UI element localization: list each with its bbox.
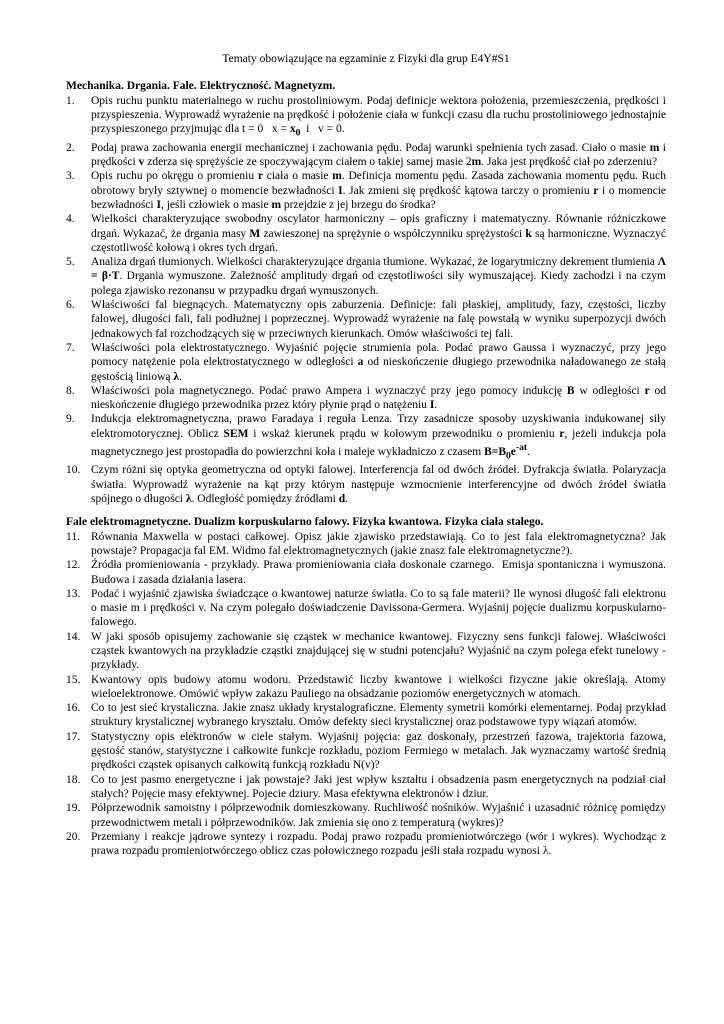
- question-text: Statystyczny opis elektronów w ciele stałym. Wyjaśnij pojęcia: gaz doskonały, przestrzeń fazowa, trajektoria fazowa, gęstość stanów, statystyczne i całkowite funkcje rozkładu, poziom Fermiego w metalach. Jak wyznaczamy wartość średnią prędkości cząstek opisanych całkowitą funkcją rozkładu N(v)?: [91, 730, 666, 772]
- question-text: Przemiany i reakcje jądrowe syntezy i rozpadu. Podaj prawo rozpadu promieniotwórczego (wór i wykres). Wychodząc z prawa rozpadu promieniotwórczego oblicz czas połowicznego rozpadu jeśli stała rozpadu wynosi λ.: [91, 830, 666, 858]
- question-number: 18.: [66, 773, 81, 786]
- question-number: 4.: [66, 213, 75, 226]
- question-number: 3.: [66, 170, 75, 183]
- section-mechanics: [66, 79, 666, 506]
- question-item: [66, 630, 666, 673]
- question-text: Właściwości pola elektrostatycznego. Wyjaśnić pojęcie strumienia pola. Podać prawo Gaussa i wyznaczyć, przy jego pomocy natężenie pola elektrostatycznego w odległości a od nieskończenie długiego przewodnika naładowanego ze stałą gęstością liniową λ.: [91, 341, 666, 383]
- question-item: [66, 384, 666, 413]
- question-item: [66, 141, 666, 170]
- question-item: [66, 558, 666, 587]
- question-item: [66, 801, 666, 830]
- question-number: 13.: [66, 587, 81, 600]
- question-item: [66, 298, 666, 341]
- question-item: [66, 212, 666, 255]
- question-number: 6.: [66, 299, 75, 312]
- question-number: 15.: [66, 673, 81, 686]
- section-heading: Mechanika. Drgania. Fale. Elektryczność. Magnetyzm.: [66, 80, 336, 93]
- question-text: Co to jest sieć krystaliczna. Jakie znasz układy krystalograficzne. Elementy symetrii komórki elementarnej. Podaj przykład struktury krystalicznej wybranego kryształu. Omów defekty sieci krystalicznej oraz podstawowe typy wiązań atomów.: [91, 702, 666, 729]
- question-text: Opis ruchu po okręgu o promieniu r ciała o masie m. Definicja momentu pędu. Zasada zachowania momentu pędu. Ruch obrotowy bryły sztywnej o momencie bezwładności I. Jak zmieni się prędkość kątowa tarczy o promieniu r i o momencie bezwładności I, jeśli człowiek o masie m przejdzie z jej brzegu do środka?: [91, 170, 667, 211]
- question-item: [66, 673, 666, 702]
- question-text: Właściwości fal biegnących. Matematyczny opis zaburzenia. Definicje: fali płaskiej, amplitudy, fazy, częstości, liczby falowej, długości fali, fali podłużnej i poprzecznej. Wyprowadź wyrażenie na falę powstałą w wyniku superpozycji dwóch jednakowych fal rozchodzących się w przeciwnych kierunkach. Omów właściwości tej fali.: [91, 299, 666, 340]
- question-number: 14.: [66, 630, 81, 643]
- question-item: [66, 830, 666, 859]
- question-text: Źródła promieniowania - przykłady. Prawa promieniowania ciała doskonale czarnego. Emisja spontaniczna i wymuszona. Budowa i zasada działania lasera.: [91, 559, 666, 586]
- question-item: [66, 169, 666, 212]
- section-em-quantum: [66, 515, 666, 858]
- question-number: 16.: [66, 702, 81, 715]
- question-number: 20.: [66, 830, 81, 843]
- exam-topics-page: [66, 52, 666, 858]
- question-number: 19.: [66, 802, 81, 815]
- question-item: [66, 412, 666, 463]
- question-item: [66, 701, 666, 730]
- question-text: W jaki sposób opisujemy zachowanie się cząstek w mechanice kwantowej. Fizyczny sens funkcji falowej. Właściwości cząstek kwantowych na przykładzie cząstki znajdującej się w studni potencjału? Wyjaśnić na czym polega efekt tunelowy - przykłady.: [91, 630, 666, 672]
- question-number: 12.: [66, 559, 81, 572]
- question-text: Podać i wyjaśnić zjawiska świadczące o kwantowej naturze światła. Co to są fale materii? Ile wynosi długość fali elektronu o masie m i prędkości v. Na czym polegało doświadczenie Davissona-Germera. Wyjaśnij pojęcie dualizmu korpuskularno-falowego.: [91, 587, 666, 629]
- question-number: 7.: [66, 341, 75, 354]
- question-number: 5.: [66, 256, 75, 269]
- question-text: Indukcja elektromagnetyczna, prawo Faradaya i reguła Lenza. Trzy zasadnicze sposoby uzyskiwania indukowanej siły elektromotorycznej. Oblicz SEM i wskaż kierunek prądu w kołowym przewodniku o promieniu r, jeżeli indukcja pola magnetycznego jest prostopadła do powierzchni koła i maleje wykładniczo z czasem $B=B_0e^{-at}$.: [91, 413, 666, 462]
- question-number: 17.: [66, 730, 81, 743]
- question-number: 10.: [66, 464, 81, 477]
- question-text: Kwantowy opis budowy atomu wodoru. Przedstawić liczby kwantowe i wielkości fizyczne jakie określają. Atomy wieloelektronowe. Omówić wpływ zakazu Pauliego na obsadzanie poziomów energetycznych w atomach.: [91, 673, 666, 700]
- question-number: 8.: [66, 384, 75, 397]
- question-item: [66, 587, 666, 630]
- question-text: Półprzewodnik samoistny i półprzewodnik domieszkowany. Ruchliwość nośników. Wyjaśnić i uzasadnić różnicę pomiędzy przewodnictwem metali i półprzewodników. Jak zmienia się ono z temperaturą (wykres)?: [91, 802, 666, 829]
- document-title: Tematy obowiązujące na egzaminie z Fizyki dla grup E4Y#S1: [222, 53, 510, 65]
- question-list: [66, 530, 666, 859]
- question-number: 1.: [66, 94, 75, 107]
- question-text: Opis ruchu punktu materialnego w ruchu prostoliniowym. Podaj definicje wektora położenia, przemieszczenia, prędkości i przyspieszenia. Wyprowadź wyrażenie na prędkość i położenie ciała w funkcji czasu dla ruchu prostoliniowego jednostajnie przyspieszonego przyjmując dla t = 0 $x = x_0$ i v = 0.: [91, 94, 666, 139]
- question-text: Równania Maxwella w postaci całkowej. Opisz jakie zjawisko przedstawiają. Co to jest fala elektromagnetyczna? Jak powstaje? Propagacja fal EM. Widmo fal elektromagnetycznych (jakie znasz fale elektromagnetyczne?).: [91, 530, 666, 557]
- question-item: [66, 255, 666, 298]
- question-item: [66, 773, 666, 802]
- question-number: 9.: [66, 413, 75, 426]
- question-number: 11.: [66, 530, 80, 543]
- question-text: Czym różni się optyka geometryczna od optyki falowej. Interferencja fal od dwóch źródeł. Dyfrakcja światła. Polaryzacja światła. Wyprowadź wyrażenie na kąt przy którym następuje wzmocnienie interferencyjne od dwóch źródeł światła spójnego o długości λ. Odległość pomiędzy źródłami d.: [91, 464, 666, 506]
- question-item: [66, 730, 666, 773]
- section-heading: Fale elektromagnetyczne. Dualizm korpuskularno falowy. Fizyka kwantowa. Fizyka ciała stałego.: [66, 516, 544, 529]
- question-text: Co to jest pasmo energetyczne i jak powstaje? Jaki jest wpływ kształtu i obsadzenia pasm energetycznych na podział ciał stałych? Pojęcie masy efektywnej. Pojecie dziury. Masa efektywna elektronów i dziur.: [91, 773, 666, 800]
- question-text: Wielkości charakteryzujące swobodny oscylator harmoniczny – opis graficzny i matematyczny. Równanie różniczkowe drgań. Wykazać, że drgania masy M zawieszonej na sprężynie o współczynniku sprężystości k są harmoniczne. Wyznaczyć częstotliwość kołową i okres tych drgań.: [91, 213, 666, 254]
- question-number: 2.: [66, 141, 75, 154]
- question-item: [66, 530, 666, 559]
- question-text: Analiza drgań tłumionych. Wielkości charakteryzujące drgania tłumione. Wykazać, że logarytmiczny dekrement tłumienia Λ = β·T. Drgania wymuszone. Zależność amplitudy drgań od częstotliwości siły wymuszającej. Kiedy zachodzi i na czym polega zjawisko rezonansu w przypadku drgań wymuszonych.: [91, 256, 666, 297]
- question-text: Właściwości pola magnetycznego. Podać prawo Ampera i wyznaczyć przy jego pomocy indukcję B w odległości r od nieskończenie długiego przewodnika przez który płynie prąd o natężeniu I.: [91, 384, 667, 412]
- question-item: [66, 463, 666, 506]
- question-list: [66, 94, 666, 507]
- question-item: [66, 94, 666, 141]
- question-item: [66, 341, 666, 384]
- question-text: Podaj prawa zachowania energii mechanicznej i zachowania pędu. Podaj warunki spełnienia tych zasad. Ciało o masie m i prędkości v zderza się sprężyście ze spoczywającym ciałem o takiej samej masie 2m. Jaka jest prędkość ciał po zderzeniu?: [91, 141, 666, 169]
